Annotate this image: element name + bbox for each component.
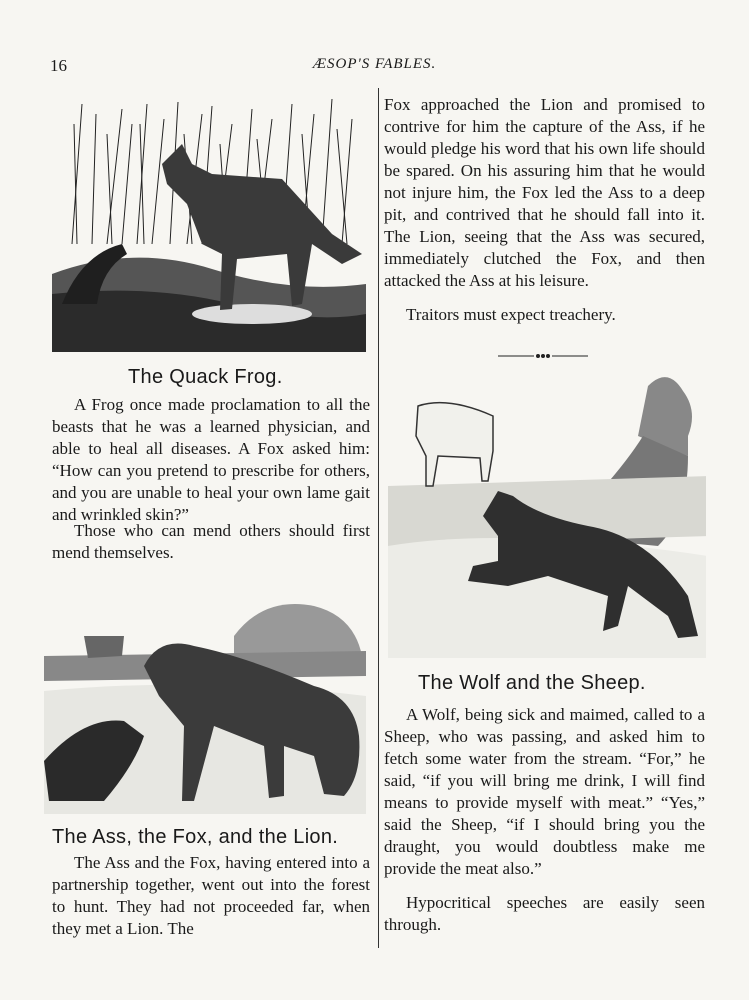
wolf-sheep-body: A Wolf, being sick and maimed, called to a Sheep, who was passing, and asked him to fetch some water from the stream. “For,” he said, “if you will bring me drink, I will find means to provide myself with meat.” “Yes,” said the Sheep, “if I should bring you the draught, you would doubtless make me provide the meat also.” [384, 705, 705, 878]
fox-and-frog-illustration [52, 94, 366, 352]
column-rule [378, 88, 379, 948]
fable-title-ass-fox-lion: The Ass, the Fox, and the Lion. [52, 826, 339, 848]
wolf-sheep-moral: Hypocritical speeches are easily seen through. [384, 893, 705, 934]
quack-frog-body: A Frog once made proclamation to all the beasts that he was a learned physician, and able to heal all diseases. A Fox asked him: “How can you pretend to prescribe for others, and you are unable to heal your own lame gait and wrinkled skin?” [52, 395, 370, 524]
ass-fox-lion-body: The Ass and the Fox, having entered into a partnership together, went out into the forest to hunt. They had not proceeded far, when they met a Lion. The [52, 853, 370, 938]
ass-fox-lion-continued: Fox approached the Lion and promised to contrive for him the capture of the Ass, if he would pledge his word that his own life should be spared. On his assuring him that he would not injure him, the Fox led the Ass to a deep pit, and contrived that he should fall into it. The Lion, seeing that the Ass was secured, immediately clutched the Fox, and then attacked the Ass at his leisure. [384, 95, 705, 290]
page-number: 16 [50, 56, 67, 75]
ornament-divider [498, 352, 588, 360]
quack-frog-moral: Those who can mend others should first mend themselves. [52, 521, 370, 562]
fable-title-quack-frog: The Quack Frog. [128, 366, 283, 388]
fable-title-wolf-sheep: The Wolf and the Sheep. [418, 672, 646, 694]
wolf-and-sheep-illustration [388, 366, 706, 658]
ass-fox-lion-illustration [44, 596, 366, 814]
running-title: ÆSOP'S FABLES. [312, 56, 437, 72]
ass-fox-lion-moral: Traitors must expect treachery. [406, 305, 616, 324]
